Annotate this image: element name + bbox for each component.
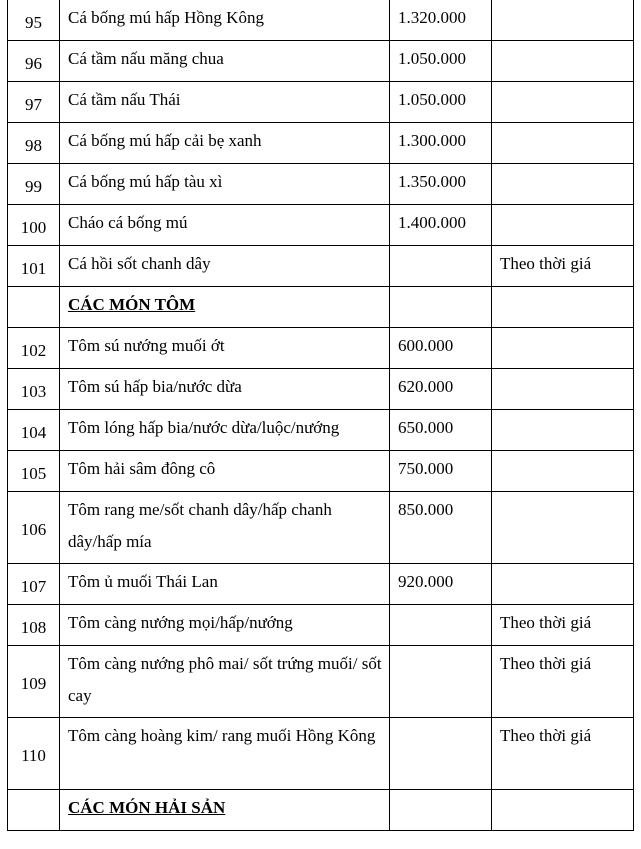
- dish-price: [390, 286, 492, 327]
- dish-note: [492, 327, 634, 368]
- item-number: 95: [8, 0, 60, 40]
- item-number: 102: [8, 327, 60, 368]
- dish-note: [492, 81, 634, 122]
- section-header-row: [8, 789, 634, 830]
- table-row: [8, 645, 634, 717]
- dish-name: Cá bống mú hấp tàu xì: [60, 163, 390, 204]
- dish-name: Tôm sú nướng muối ớt: [60, 327, 390, 368]
- table-row: [8, 368, 634, 409]
- dish-note: Theo thời giá: [492, 245, 634, 286]
- item-number: 99: [8, 163, 60, 204]
- dish-price: 620.000: [390, 368, 492, 409]
- menu-price-table: [7, 0, 634, 831]
- item-number: 103: [8, 368, 60, 409]
- dish-price: 1.050.000: [390, 81, 492, 122]
- dish-note: Theo thời giá: [492, 604, 634, 645]
- dish-price: [390, 717, 492, 789]
- dish-name: Tôm càng nướng mọi/hấp/nướng: [60, 604, 390, 645]
- dish-name: Tôm lóng hấp bia/nước dừa/luộc/nướng: [60, 409, 390, 450]
- item-number: 108: [8, 604, 60, 645]
- item-number: [8, 789, 60, 830]
- dish-name: Tôm càng nướng phô mai/ sốt trứng muối/ sốt cay: [60, 645, 390, 717]
- table-row: [8, 81, 634, 122]
- dish-price: 750.000: [390, 450, 492, 491]
- dish-price: 600.000: [390, 327, 492, 368]
- dish-note: [492, 491, 634, 563]
- dish-name: Cháo cá bống mú: [60, 204, 390, 245]
- dish-note: [492, 122, 634, 163]
- dish-name: Tôm ủ muối Thái Lan: [60, 563, 390, 604]
- table-row: [8, 563, 634, 604]
- dish-price: 1.300.000: [390, 122, 492, 163]
- dish-name: Tôm rang me/sốt chanh dây/hấp chanh dây/hấp mía: [60, 491, 390, 563]
- table-row: [8, 450, 634, 491]
- dish-price: 650.000: [390, 409, 492, 450]
- dish-price: [390, 245, 492, 286]
- dish-note: [492, 163, 634, 204]
- item-number: [8, 286, 60, 327]
- dish-name: Tôm sú hấp bia/nước dừa: [60, 368, 390, 409]
- item-number: 100: [8, 204, 60, 245]
- section-title-seafood: CÁC MÓN HẢI SẢN: [60, 789, 390, 830]
- table-row: [8, 163, 634, 204]
- item-number: 106: [8, 491, 60, 563]
- table-row: [8, 604, 634, 645]
- table-row: [8, 204, 634, 245]
- item-number: 107: [8, 563, 60, 604]
- dish-name: Cá hồi sốt chanh dây: [60, 245, 390, 286]
- table-row: [8, 717, 634, 789]
- dish-price: 850.000: [390, 491, 492, 563]
- dish-note: [492, 204, 634, 245]
- dish-price: [390, 789, 492, 830]
- dish-price: 1.320.000: [390, 0, 492, 40]
- dish-name: Cá bống mú hấp Hồng Kông: [60, 0, 390, 40]
- table-row: [8, 0, 634, 40]
- dish-note: Theo thời giá: [492, 645, 634, 717]
- dish-note: Theo thời giá: [492, 717, 634, 789]
- dish-price: 1.400.000: [390, 204, 492, 245]
- section-header-row: [8, 286, 634, 327]
- dish-price: [390, 645, 492, 717]
- item-number: 110: [8, 717, 60, 789]
- dish-note: [492, 40, 634, 81]
- dish-note: [492, 286, 634, 327]
- item-number: 97: [8, 81, 60, 122]
- dish-note: [492, 450, 634, 491]
- dish-price: [390, 604, 492, 645]
- section-title-shrimp: CÁC MÓN TÔM: [60, 286, 390, 327]
- dish-name: Cá bống mú hấp cải bẹ xanh: [60, 122, 390, 163]
- table-row: [8, 245, 634, 286]
- dish-note: [492, 0, 634, 40]
- table-row: [8, 327, 634, 368]
- item-number: 101: [8, 245, 60, 286]
- item-number: 109: [8, 645, 60, 717]
- dish-name: Tôm càng hoàng kim/ rang muối Hồng Kông: [60, 717, 390, 789]
- dish-note: [492, 368, 634, 409]
- dish-price: 1.350.000: [390, 163, 492, 204]
- dish-price: 1.050.000: [390, 40, 492, 81]
- dish-note: [492, 789, 634, 830]
- item-number: 96: [8, 40, 60, 81]
- table-row: [8, 491, 634, 563]
- item-number: 98: [8, 122, 60, 163]
- item-number: 104: [8, 409, 60, 450]
- table-row: [8, 409, 634, 450]
- table-row: [8, 122, 634, 163]
- table-row: [8, 40, 634, 81]
- item-number: 105: [8, 450, 60, 491]
- dish-note: [492, 409, 634, 450]
- dish-name: Cá tầm nấu măng chua: [60, 40, 390, 81]
- dish-price: 920.000: [390, 563, 492, 604]
- dish-name: Cá tầm nấu Thái: [60, 81, 390, 122]
- dish-name: Tôm hải sâm đông cô: [60, 450, 390, 491]
- dish-note: [492, 563, 634, 604]
